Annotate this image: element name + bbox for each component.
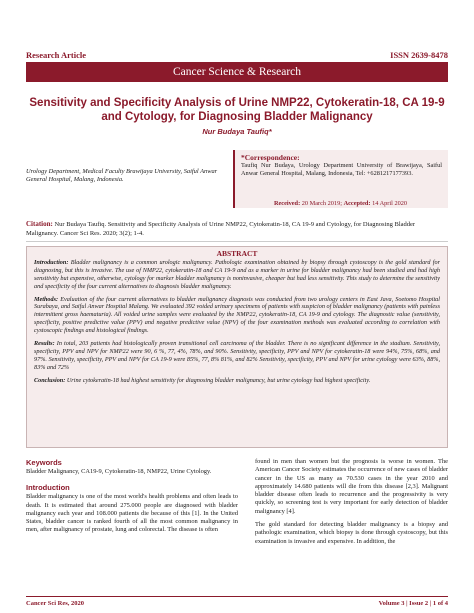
- footer-journal: Cancer Sci Res, 2020: [26, 600, 85, 607]
- abstract-intro-text: Bladder malignancy is a common urologic malignancy. Pathologic examination obtained by biopsy through cystoscopy is the gold standard for diagnosing, but this is invasive. The use of NMP22, cytokeratin-18 and CA 19-9 and as a marker in urine for bladder malignancy had been studied and had high sensitivity but expensive, otherwise, cytology for marker bladder malignancy is noninvasive, cheaper but had less sensitivity. This study to determine the sensitivity and specificity of the four current alternatives to diagnosis bladder malignancy.: [34, 258, 440, 290]
- citation: [26, 220, 448, 242]
- issn-label: ISSN 2639-8478: [390, 50, 448, 60]
- abstract-methods-text: Evaluation of the four current alternatives to bladder malignancy diagnosis was conducted from two urology centers in East Java, Soetomo Hospital Surabaya, and Saiful Anwar Hospital Malang. We evaluated 392 voided urinary specimens of patients with suspicion of bladder malignancy (patients with painless intermittent gross haematuria). All voided urine samples were evaluated by the NMP22, cytokeratin-18, CA 19-9 and cytology. The diagnostic value (sensitivity, specificity, positive predictive value (PPV) and negative predictive value (NPV) of the four examination methods was evaluated according to correlation with cystoscopic findings and histological findings.: [34, 295, 440, 335]
- left-column: [26, 458, 238, 535]
- right-paragraph-2: The gold standard for detecting bladder malignancy is a biopsy and pathologic examination, which biopsy is done through cystoscopy, but this examination is invasive and expensive. In addition, the: [255, 521, 448, 545]
- keywords-text: Bladder Malignancy, CA19-9, Cytokeratin-18, NMP22, Urine Cytology.: [26, 468, 212, 475]
- affiliation: Urology Department, Medical Faculty Brawijaya University, Saiful Anwar General Hospital, Malang, Indonesia.: [26, 168, 218, 183]
- journal-banner: Cancer Science & Research: [26, 62, 448, 82]
- abstract-title: ABSTRACT: [216, 249, 258, 258]
- correspondence-heading: *Correspondence:: [241, 153, 300, 162]
- abstract-results-label: Results:: [34, 340, 55, 348]
- abstract-introduction: [34, 259, 440, 291]
- footer-divider: [26, 596, 448, 597]
- abstract-box: [26, 246, 448, 448]
- received-date: 20 March 2019: [301, 200, 341, 207]
- article-dates: Received: 20 March 2019; Accepted: 14 April 2020: [273, 200, 408, 207]
- abstract-results: [34, 340, 440, 372]
- abstract-conclusion-text: Urine cytokeratin-18 had highest sensitivity for diagnosing bladder malignancy, but urine cytology had highest specificity.: [66, 376, 371, 384]
- author-name: Nur Budaya Taufiq*: [202, 127, 272, 136]
- article-type-label: Research Article: [26, 50, 87, 60]
- abstract-intro-label: Introduction:: [34, 258, 69, 266]
- abstract-conclusion: [34, 377, 440, 385]
- citation-label: Citation:: [26, 220, 53, 228]
- abstract-results-text: In total, 203 patients had histologically proven transitional cell carcinoma of the bladder. There is no significant difference in the stadium. Sensitivity, specificity, PPV and NPV for NMP22 were 90, 6 %, 77, 4%, 78%, and 90%. Sensitivity, specificity, PPV and NPV for cytokeratin-18 were 94%, 75%, 68%, and 97%. Sensitivity, specificity, PPV and NPV for CA 19-9 were 85%, 77, 8% 81%, and 82% Sensitivity, specificity, PPV and NPV for urine cytology were 63%, 88%, 83% and 72%: [34, 340, 440, 371]
- abstract-methods-label: Methods:: [34, 295, 59, 303]
- abstract-methods: [34, 296, 440, 336]
- received-label: Received:: [273, 200, 301, 207]
- correspondence-body: Taufiq Nur Budaya, Urology Department University of Brawijaya, Saiful Anwar General Hospital, Malang, Indonesia, Tel: +6281217177393.: [241, 162, 442, 177]
- introduction-heading: Introduction: [26, 483, 70, 493]
- citation-text: Nur Budaya Taufiq. Sensitivity and Specificity Analysis of Urine NMP22, Cytokeratin-18, CA 19-9 and Cytology, for Diagnosing Bladder Malignancy. Cancer Sci Res. 2020; 3(2); 1-4.: [26, 221, 416, 237]
- accepted-label: Accepted:: [343, 200, 371, 207]
- abstract-conclusion-label: Conclusion:: [34, 376, 66, 384]
- paper-title: Sensitivity and Specificity Analysis of Urine NMP22, Cytokeratin-18, CA 19-9 and Cytology, for Diagnosing Bladder Malignancy: [29, 97, 445, 123]
- right-paragraph-1: found in men than women but the prognosis is worse in women. The American Cancer Society estimates the occurrence of new cases of bladder cancer in the US as many as 70.530 cases in the year 2010 and approximately 14.680 patients will die from this disease [2,3]. Malignant bladder disease often leads to recurrence and the progressivity is very quickly, so screening test is very important for early detection of bladder malignancy [4].: [255, 458, 448, 515]
- keywords-heading: Keywords: [26, 458, 62, 467]
- right-column: [255, 458, 448, 551]
- accepted-date: 14 April 2020: [372, 200, 408, 207]
- footer-page-info: Volume 3 | Issue 2 | 1 of 4: [378, 600, 448, 607]
- introduction-text: Bladder malignancy is one of the most world's health problems and often leads to death. It is estimated that around 275.000 people are diagnosed with bladder malignancy each year and 108.000 patients die because of this [1]. In the United States, bladder cancer is ranked fourth of all the most common malignancy in men, after malignancy of prostate, lung and colorectal. The disease is often: [26, 493, 238, 534]
